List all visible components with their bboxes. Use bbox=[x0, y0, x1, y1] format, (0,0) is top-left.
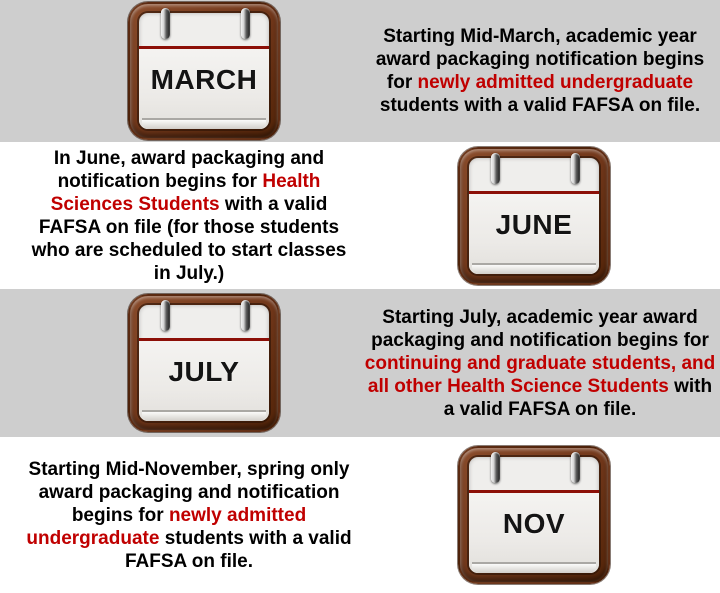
march-calendar-cell bbox=[0, 0, 360, 142]
calendar-page-curl bbox=[142, 410, 266, 421]
binder-ring-icon bbox=[571, 153, 580, 184]
march-calendar-icon bbox=[128, 2, 280, 140]
july-text-cell bbox=[360, 289, 720, 437]
timeline-row-march bbox=[0, 0, 720, 142]
july-description: Starting July, academic year award packaging and notification begins for continuing and graduate students, and all other Health Science Students with a valid FAFSA on file. bbox=[364, 306, 716, 420]
calendar-page bbox=[469, 194, 599, 274]
calendar-page bbox=[139, 49, 269, 129]
calendar-month-label: JULY bbox=[168, 356, 240, 387]
timeline-row-june bbox=[0, 142, 720, 289]
calendar-page bbox=[139, 341, 269, 421]
timeline-row-november bbox=[0, 437, 720, 593]
march-text-cell bbox=[360, 0, 720, 142]
calendar-page-curl bbox=[142, 118, 266, 129]
calendar-page bbox=[469, 493, 599, 573]
june-text-cell bbox=[0, 142, 360, 289]
june-calendar-icon bbox=[458, 147, 610, 285]
binder-ring-icon bbox=[241, 300, 250, 331]
binder-ring-icon bbox=[161, 8, 170, 39]
november-description: Starting Mid-November, spring only award packaging and notification begins for newly admitted undergraduate students with a valid FAFSA on file. bbox=[26, 458, 352, 572]
calendar-month-label: JUNE bbox=[495, 208, 573, 240]
june-calendar-cell bbox=[360, 142, 720, 289]
march-description: Starting Mid-March, academic year award packaging notification begins for newly admitted undergraduate students with a valid FAFSA on file. bbox=[375, 26, 705, 116]
binder-ring-icon bbox=[571, 452, 580, 483]
july-calendar-icon bbox=[128, 294, 280, 432]
calendar-month-label: NOV bbox=[502, 508, 566, 539]
june-description: In June, award packaging and notification begins for Health Sciences Students with a valid FAFSA on file (for those students who are scheduled to start classes in July.) bbox=[31, 147, 347, 284]
november-calendar-cell bbox=[360, 437, 720, 593]
binder-ring-icon bbox=[491, 452, 500, 483]
calendar-page-curl bbox=[472, 263, 596, 274]
binder-ring-icon bbox=[491, 153, 500, 184]
calendar-page-curl bbox=[472, 562, 596, 573]
november-text-cell bbox=[0, 437, 360, 593]
binder-ring-icon bbox=[161, 300, 170, 331]
july-calendar-cell bbox=[0, 289, 360, 437]
calendar-month-label: MARCH bbox=[150, 64, 258, 95]
binder-ring-icon bbox=[241, 8, 250, 39]
timeline-row-july bbox=[0, 289, 720, 437]
november-calendar-icon bbox=[458, 446, 610, 584]
